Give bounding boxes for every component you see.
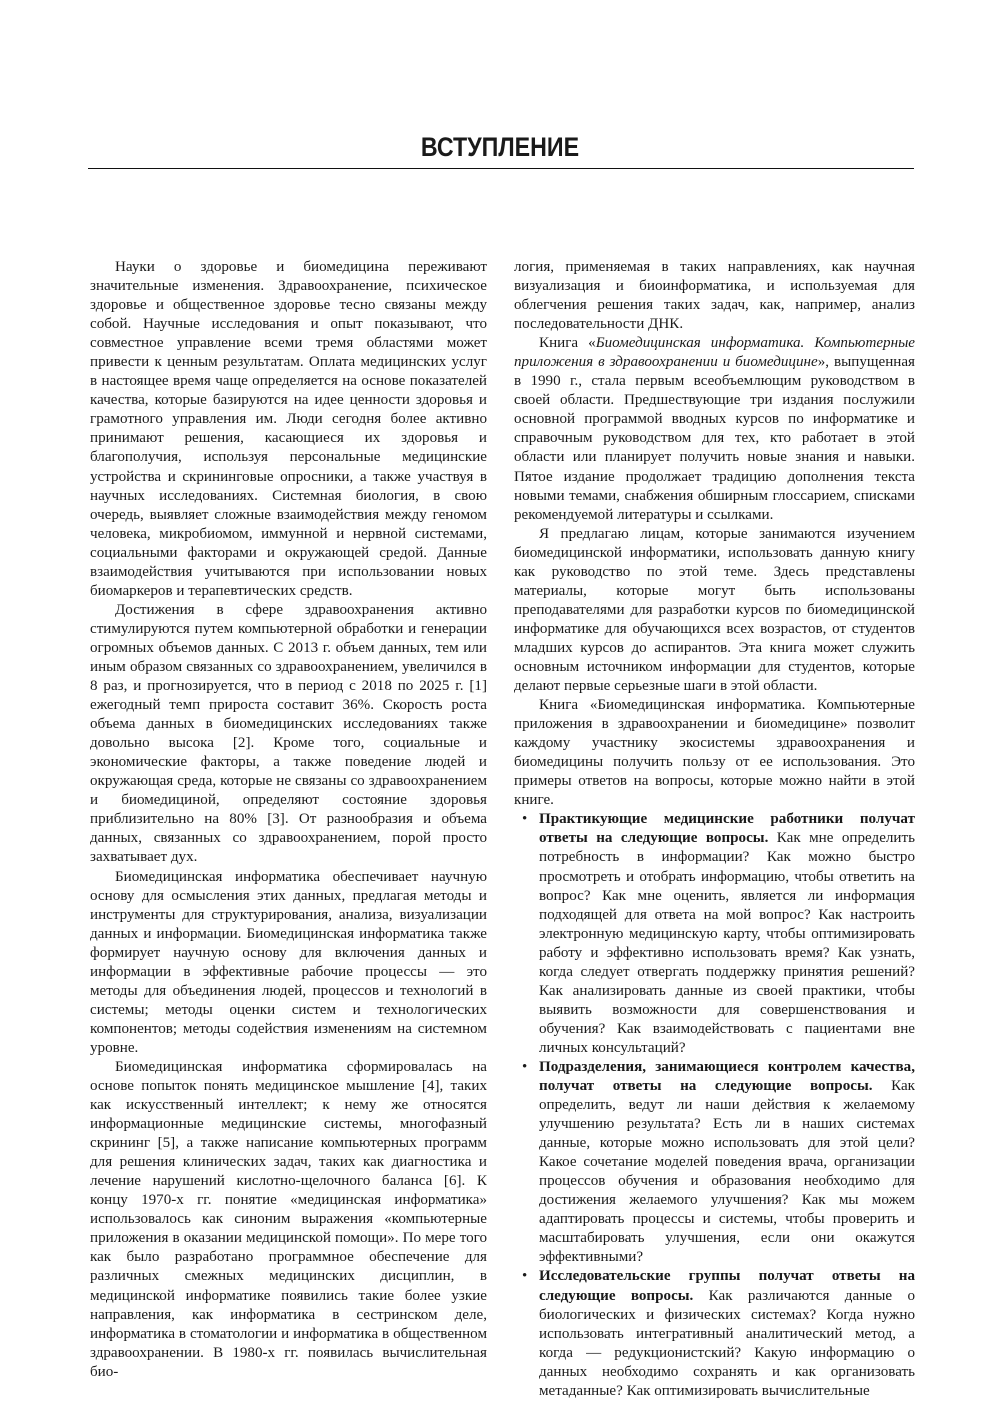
paragraph-book-first bbox=[514, 334, 915, 524]
list-item bbox=[514, 1267, 915, 1400]
paragraph-book-second: Книга «Биомедицинская информатика. Компьютерные приложения в здравоохранении и биомедицине» позволит каждому участнику экосистемы здравоохранения и биомедицины получить пользу от ее использования. Это примеры ответов на вопросы, которые можно найти в этой книге. bbox=[514, 697, 915, 809]
question-list bbox=[514, 810, 915, 1400]
paragraph-intro: Науки о здоровье и биомедицина переживают значительные изменения. Здравоохранение, психическое здоровье и общественное здоровье тесно связаны между собой. Научные исследования и опыт показывают, что совместное управление всеми тремя областями может привести к ценным результатам. Оплата медицинских услуг в настоящее время чаще определяется на основе показателей качества, которые базируются на идее ценности здоровья и грамотного управления им. Люди сегодня более активно принимают решения, касающиеся их здоровья и благополучия, используя персональные медицинские устройства и скрининговые опросники, а также участвуя в научных исследованиях. Системная биология, в свою очередь, выявляет сложные взаимодействия между геномом человека, микробиомом, иммунной и нервной системами, социальными факторами и окружающей средой. Данные взаимодействия учитываются при использовании новых биомаркеров и терапевтических средств. bbox=[90, 259, 487, 599]
paragraph-informatics-basis: Биомедицинская информатика обеспечивает научную основу для осмысления этих данных, предлагая методы и инструменты для структурирования, анализа, визуализации данных и информации. Биомедицинская информатика также формирует научную основу для включения данных и информации в эффективные рабочие процессы — это методы для объединения людей, процессов и технологий в системы; методы оценки систем и технологических компонентов; методы содействия изменениям на системном уровне. bbox=[90, 868, 487, 1056]
paragraph-data-growth: Достижения в сфере здравоохранения активно стимулируются путем компьютерной обработки и генерации огромных объемов данных. С 2013 г. объем данных, тем или иным образом связанных со здравоохранением, увеличился в 8 раз, и прогнозируется, что в период с 2018 по 2025 г. [1] ежегодный темп прироста составит 36%. Скорость роста объема данных в биомедицинских исследованиях также довольно высока [2]. Кроме того, социальные и экономические факторы, а также поведение людей и окружающая среда, которые не связаны со здравоохранением и биомедициной, определяют состояние здоровья приблизительно на 80% [3]. От разнообразия и объема данных, связанных со здравоохранением, порой просто захватывает дух. bbox=[90, 601, 487, 866]
paragraph-continuation: логия, применяемая в таких направлениях, как научная визуализация и биоинформатика, и используемая для облегчения решения таких задач, как, например, анализ последовательности ДНК. bbox=[514, 259, 915, 333]
page-title: ВСТУПЛЕНИЕ bbox=[420, 132, 580, 162]
bullet-icon: • bbox=[522, 1268, 528, 1285]
list-item-heading: Подразделения, занимающиеся контролем качества, получат ответы на следующие вопросы. bbox=[539, 1058, 915, 1095]
list-item bbox=[514, 810, 915, 1058]
book-title-italic: Биомедицинская информатика. Компьютерные приложения в здравоохранении и биомедицине bbox=[514, 335, 916, 371]
list-item-text: Как определить, ведут ли наши действия к желаемому улучшению результата? Есть ли в наших системах данные, которые можно использовать для этой цели? Какое сочетание моделей поведения врача, организации процессов обучения и образования необходимо для достижения желаемого улучшения? Как мы можем адаптировать процессы и системы, чтобы проверить и масштабировать улучшения, если они окажутся эффективными? bbox=[539, 1078, 915, 1266]
bullet-icon: • bbox=[522, 1058, 528, 1075]
right-column bbox=[514, 258, 915, 1401]
book-prefix: Книга « bbox=[539, 335, 596, 352]
list-item-text: Как различаются данные о биологических и физических системах? Когда нужно использовать интегративный аналитический метод, а когда — редукционистский? Какую информацию о данных необходимо сохранять и как организовать метаданные? Как оптимизировать вычислительные bbox=[539, 1287, 915, 1399]
paragraph-history: Биомедицинская информатика сформировалась на основе попыток понять медицинское мышление [4], таких как искусственный интеллект; к нему же относятся информационные медицинские системы, многофазный скрининг [5], а также написание компьютерных программ для решения клинических задач, таких как диагностика и лечение нарушений кислотно-щелочного баланса [6]. К концу 1970-х гг. понятие «медицинская информатика» использовалось как синоним выражения «компьютерные приложения в оказании медицинской помощи». По мере того как было разработано программное обеспечение для различных смежных медицинских дисциплин, в медицинской информатике появились такие более узкие направления, как информатика в сестринском деле, информатика в стоматологии и информатика в общественном здравоохранении. В 1980-х гг. появилась вычислительная био- bbox=[90, 1058, 487, 1380]
left-column bbox=[90, 258, 487, 1382]
title-divider bbox=[88, 168, 914, 169]
paragraph-offer: Я предлагаю лицам, которые занимаются изучением биомедицинской информатики, использовать данную книгу как руководство по этой теме. Здесь представлены материалы, которые могут быть использованы преподавателями для разработки курсов по биомедицинской информатике для обучающихся всех возрастов, от студентов младших курсов до аспирантов. Эта книга может служить основным источником информации для студентов, которые делают первые серьезные шаги в этой области. bbox=[514, 525, 915, 695]
bullet-icon: • bbox=[522, 811, 528, 828]
list-item-heading: Практикующие медицинские работники получат ответы на следующие вопросы. bbox=[539, 811, 915, 847]
list-item-text: Как мне определить потребность в информации? Как можно быстро просмотреть и отобрать информацию, чтобы ответить на вопрос? Как мне оценить, является ли информация подходящей для ответа на мой вопрос? Как настроить электронную медицинскую карту, чтобы оптимизировать работу и эффективно использовать время? Как узнать, когда следует отвергать поддержку принятия решений? Как анализировать данные из своей практики, чтобы выявить возможности для совершенствования и обучения? Как взаимодействовать с пациентами вне личных консультаций? bbox=[539, 830, 915, 1056]
list-item-heading: Исследовательские группы получат ответы на следующие вопросы. bbox=[539, 1268, 915, 1304]
book-suffix: », выпущенная в 1990 г., стала первым всеобъемлющим руководством в своей области. Предшествующие три издания послужили основной программой вводных курсов по информатике и справочным руководством для тех, кто работает в этой области или планирует получить новые знания и навыки. Пятое издание продолжает традицию дополнения текста новыми темами, снабжения обширным глоссарием, списками рекомендуемой литературы и ссылками. bbox=[514, 354, 915, 523]
list-item bbox=[514, 1058, 915, 1268]
